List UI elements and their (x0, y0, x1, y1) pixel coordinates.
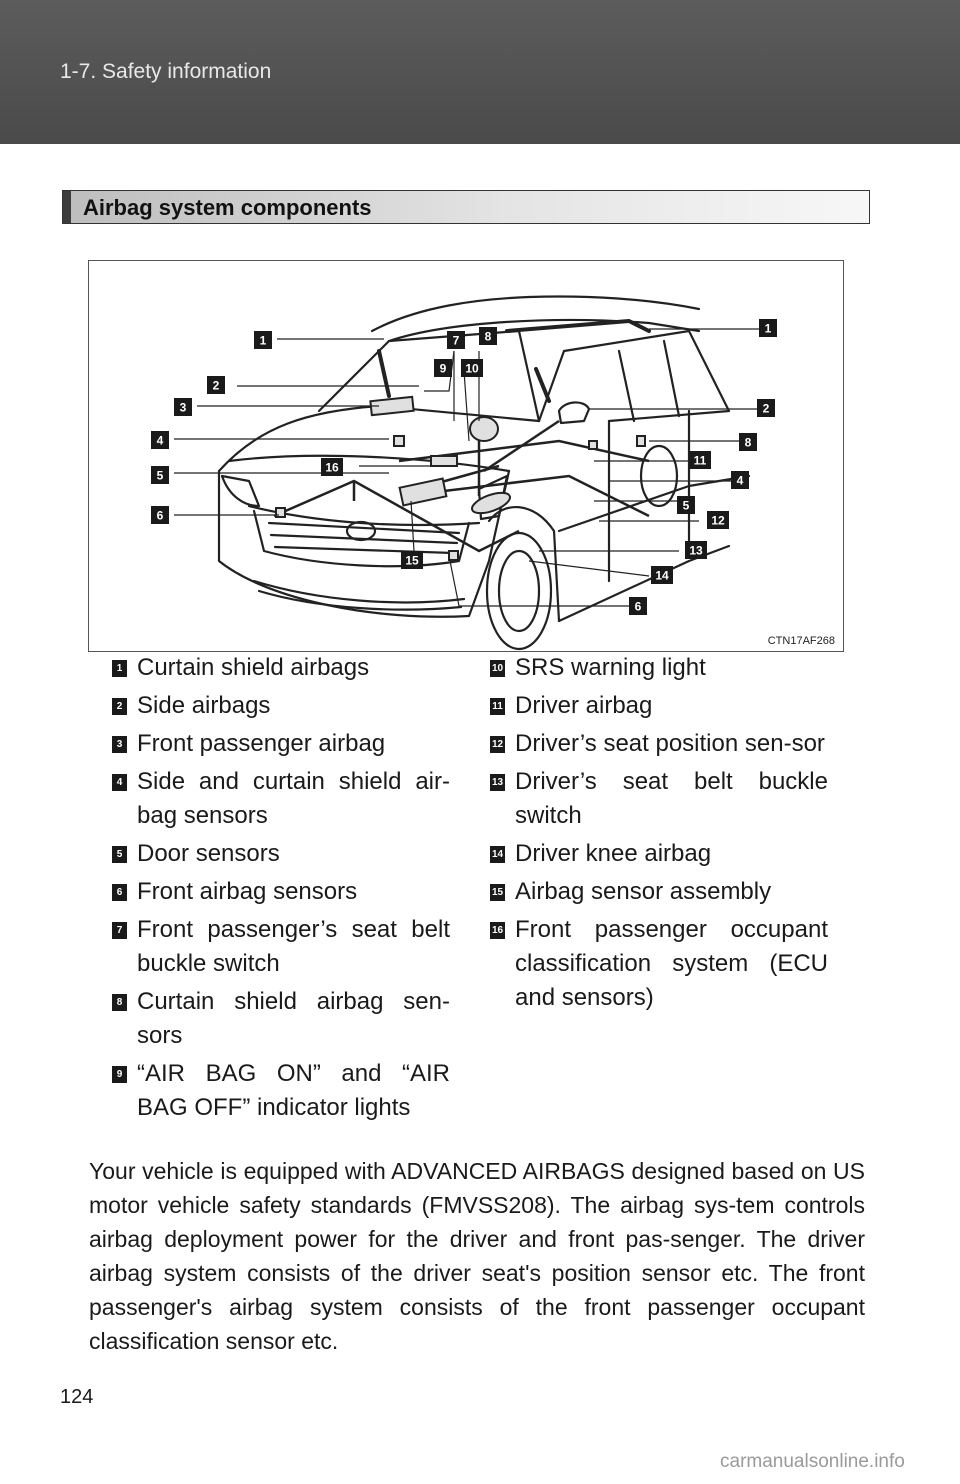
callout-6 (629, 597, 647, 615)
callout-2 (207, 376, 225, 394)
legend-text: Front passenger airbag (137, 730, 386, 757)
legend-item-16 (491, 913, 828, 1015)
svg-text:5: 5 (156, 468, 164, 483)
legend-text: Door sensors (137, 840, 280, 867)
svg-text:8: 8 (744, 435, 752, 450)
callout-9 (434, 359, 452, 377)
legend-left-column (116, 651, 450, 1129)
legend-text: Front passenger’s seat belt buckle switch (137, 916, 450, 977)
section-title: Airbag system components (83, 195, 372, 220)
svg-text:1: 1 (259, 333, 267, 348)
svg-text:5: 5 (682, 498, 690, 513)
callout-8 (739, 433, 757, 451)
airbag-components-figure (88, 260, 844, 652)
legend-text: Driver’s seat position sen-sor (515, 730, 825, 757)
legend-number-badge: 13 (490, 774, 505, 791)
legend-item-10 (491, 651, 828, 685)
legend-item-11 (492, 689, 828, 723)
legend-number-badge: 5 (112, 846, 127, 863)
legend-item-7 (116, 913, 450, 981)
svg-text:16: 16 (325, 460, 339, 475)
legend-item-3 (116, 727, 450, 761)
svg-text:9: 9 (439, 361, 447, 376)
legend-number-badge: 7 (112, 922, 127, 939)
callout-labels (89, 261, 844, 652)
legend-number-badge: 9 (112, 1066, 127, 1083)
svg-text:15: 15 (405, 553, 419, 568)
legend-text: Front airbag sensors (137, 878, 358, 905)
callout-2 (757, 399, 775, 417)
svg-text:14: 14 (655, 568, 669, 583)
svg-text:6: 6 (634, 599, 642, 614)
legend-item-14 (491, 837, 828, 871)
callout-6 (151, 506, 169, 524)
legend-item-1 (116, 651, 450, 685)
legend-text: Curtain shield airbags (137, 654, 370, 681)
watermark: carmanualsonline.info (720, 1451, 905, 1472)
legend-number-badge: 10 (490, 660, 505, 677)
callout-5 (677, 496, 695, 514)
legend-item-4 (116, 765, 450, 833)
svg-text:4: 4 (156, 433, 164, 448)
legend-right-column (491, 651, 828, 1019)
legend-number-badge: 14 (490, 846, 505, 863)
svg-text:2: 2 (212, 378, 220, 393)
svg-text:7: 7 (452, 333, 460, 348)
legend-text: Airbag sensor assembly (515, 878, 772, 905)
section-breadcrumb: 1-7. Safety information (60, 60, 272, 83)
svg-text:11: 11 (693, 453, 707, 468)
page-number: 124 (60, 1386, 94, 1408)
legend-number-badge: 15 (490, 884, 505, 901)
svg-text:13: 13 (689, 543, 703, 558)
callout-4 (151, 431, 169, 449)
callout-4 (731, 471, 749, 489)
legend-number-badge: 6 (112, 884, 127, 901)
legend-text: Driver airbag (515, 692, 653, 719)
svg-text:4: 4 (736, 473, 744, 488)
page-header (0, 0, 960, 144)
legend-item-5 (116, 837, 450, 871)
svg-text:3: 3 (179, 400, 187, 415)
legend-text: Driver knee airbag (515, 840, 712, 867)
legend-number-badge: 11 (490, 698, 505, 715)
legend-text: SRS warning light (515, 654, 706, 681)
callout-16 (321, 458, 343, 476)
legend-text: Driver’s seat belt buckle switch (515, 768, 828, 829)
callout-1 (759, 319, 777, 337)
callout-1 (254, 331, 272, 349)
legend-number-badge: 12 (490, 736, 505, 753)
body-paragraph: Your vehicle is equipped with ADVANCED AIRBAGS designed based on US motor vehicle safety standards (FMVSS208). The airbag sys-tem controls airbag deployment power for the driver and front pas-senger. The driver airbag system consists of the driver seat's position sensor etc. The front passenger's airbag system consists of the front passenger occupant classification sensor etc. (89, 1158, 865, 1354)
figure-code: CTN17AF268 (767, 635, 835, 647)
svg-text:8: 8 (484, 329, 492, 344)
legend-text: Front passenger occupant classification system (ECU and sensors) (515, 916, 828, 1011)
svg-text:6: 6 (156, 508, 164, 523)
legend-item-12 (491, 727, 828, 761)
callout-10 (461, 359, 483, 377)
legend-text: “AIR BAG ON” and “AIR BAG OFF” indicator lights (137, 1060, 450, 1121)
callout-8 (479, 327, 497, 345)
svg-text:10: 10 (465, 361, 479, 376)
legend-number-badge: 3 (112, 736, 127, 753)
callout-7 (447, 331, 465, 349)
legend-item-6 (116, 875, 450, 909)
legend-number-badge: 2 (112, 698, 127, 715)
callout-5 (151, 466, 169, 484)
legend-text: Side airbags (137, 692, 271, 719)
legend-number-badge: 8 (112, 994, 127, 1011)
svg-text:12: 12 (711, 513, 725, 528)
legend-item-9 (116, 1057, 450, 1125)
svg-text:1: 1 (764, 321, 772, 336)
legend-text: Curtain shield airbag sen-sors (137, 988, 450, 1049)
legend-text: Side and curtain shield air-bag sensors (137, 768, 450, 829)
callout-3 (174, 398, 192, 416)
callout-13 (685, 541, 707, 559)
callout-11 (689, 451, 711, 469)
legend-number-badge: 4 (112, 774, 127, 791)
legend-item-8 (116, 985, 450, 1053)
section-title-bar (62, 190, 870, 224)
callout-14 (651, 566, 673, 584)
legend-item-2 (116, 689, 450, 723)
svg-text:2: 2 (762, 401, 770, 416)
callout-15 (401, 551, 423, 569)
legend-number-badge: 1 (112, 660, 127, 677)
legend-item-13 (491, 765, 828, 833)
legend-number-badge: 16 (490, 922, 505, 939)
callout-12 (707, 511, 729, 529)
legend-item-15 (491, 875, 828, 909)
